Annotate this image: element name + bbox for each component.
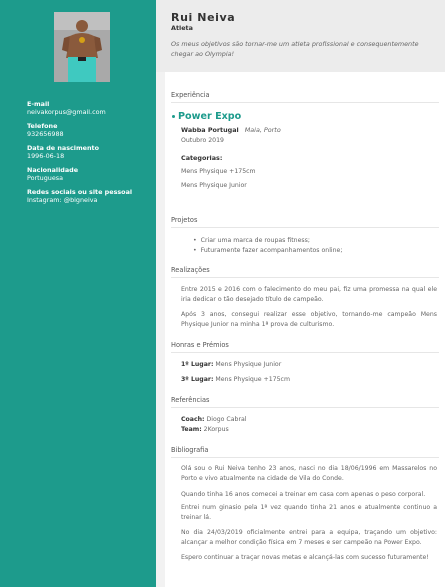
header [156, 0, 445, 72]
honor-item [181, 376, 290, 383]
bio-paragraph: Quando tinha 16 anos comecei a treinar em casa com apenas o peso corporal. [181, 491, 426, 498]
experience-company [181, 126, 281, 134]
divider [171, 102, 439, 103]
divider [171, 352, 439, 353]
section-title-achievements: Realizações [171, 266, 210, 274]
birthdate-value: 1996-06-18 [27, 152, 65, 160]
reference-item [181, 426, 229, 433]
honor-item [181, 361, 281, 368]
contact-label: Data de nascimento [27, 144, 99, 152]
achievement-paragraph: Após 3 anos, consegui realizar esse objetivo, tornando-me campeão Mens Physique Junior na minha 1ª prova de culturismo. [181, 311, 437, 328]
experience-title [172, 111, 241, 122]
contact-label: Nacionalidade [27, 166, 79, 174]
projects-list [193, 236, 342, 255]
content-rail [156, 72, 165, 587]
profile-role: Atleta [171, 24, 193, 32]
honor-value: Mens Physique +175cm [215, 376, 290, 383]
reference-value: 2Korpus [203, 426, 229, 433]
sidebar [0, 0, 156, 587]
section-title-bio: Bibliografia [171, 446, 209, 454]
section-title-projects: Projetos [171, 216, 198, 224]
reference-label: Coach: [181, 416, 205, 423]
experience-title-text: Power Expo [178, 111, 242, 122]
divider [171, 227, 439, 228]
experience-date: Outubro 2019 [181, 137, 224, 144]
bio-paragraph: Entrei num ginasio pela 1ª vez quando tinha 21 anos e atualmente continuo a treinar lá. [181, 504, 437, 521]
achievement-paragraph: Entre 2015 e 2016 com o falecimento do meu pai, fiz uma promessa na qual ele iria dedicar o tão desejado título de campeão. [181, 286, 437, 303]
experience-categories-label: Categorias: [181, 154, 223, 162]
contact-birthdate [27, 144, 153, 160]
bio-paragraph: No dia 24/03/2019 oficialmente entrei para a equipa, traçando um objetivo: alcançar a melhor condição física em 7 meses e ser campeão na Power Expo. [181, 529, 437, 546]
contact-label: E-mail [27, 100, 50, 108]
category-item: Mens Physique Junior [181, 182, 247, 189]
reference-label: Team: [181, 426, 202, 433]
email-value[interactable]: neivakorpus@gmail.com [27, 108, 106, 116]
section-title-honors: Honras e Prémios [171, 341, 229, 349]
divider [171, 457, 439, 458]
profile-name: Rui Neiva [171, 11, 236, 24]
reference-item [181, 416, 247, 423]
experience-location: Maia, Porto [244, 126, 281, 134]
nationality-value: Portuguesa [27, 174, 64, 182]
divider [171, 277, 439, 278]
section-title-references: Referências [171, 396, 210, 404]
contact-email [27, 100, 153, 116]
contact-nationality [27, 166, 153, 182]
contact-social [27, 188, 153, 204]
category-item: Mens Physique +175cm [181, 168, 256, 175]
bio-paragraph: Espero continuar a traçar novas metas e alcançá-las com sucesso futuramente! [181, 554, 429, 561]
reference-value: Diogo Cabral [206, 416, 247, 423]
contact-label: Telefone [27, 122, 58, 130]
list-item: • Futuramente fazer acompanhamentos online; [193, 246, 342, 256]
profile-photo [54, 12, 110, 82]
contact-label: Redes sociais ou site pessoal [27, 188, 133, 196]
honor-value: Mens Physique Junior [215, 361, 282, 368]
profile-summary: Os meus objetivos são tornar-me um atleta profissional e consequentemente chegar ao Olympia! [171, 40, 419, 58]
honor-label: 3º Lugar: [181, 376, 214, 383]
bullet-icon [172, 115, 175, 118]
main-content [156, 72, 445, 587]
contact-list [27, 100, 153, 210]
list-item: • Criar uma marca de roupas fitness; [193, 236, 342, 246]
contact-phone [27, 122, 153, 138]
social-value[interactable]: Instagram: @bigneiva [27, 196, 98, 204]
section-title-experience: Experiência [171, 91, 210, 99]
bio-paragraph: Olá sou o Rui Neiva tenho 23 anos, nasci no dia 18/06/1996 em Massarelos no Porto e vivo atualmente na cidade de Vila do Conde. [181, 465, 437, 482]
phone-value[interactable]: 932656988 [27, 130, 64, 138]
experience-company-name: Wabba Portugal [181, 126, 239, 134]
divider [171, 407, 439, 408]
honor-label: 1º Lugar: [181, 361, 214, 368]
